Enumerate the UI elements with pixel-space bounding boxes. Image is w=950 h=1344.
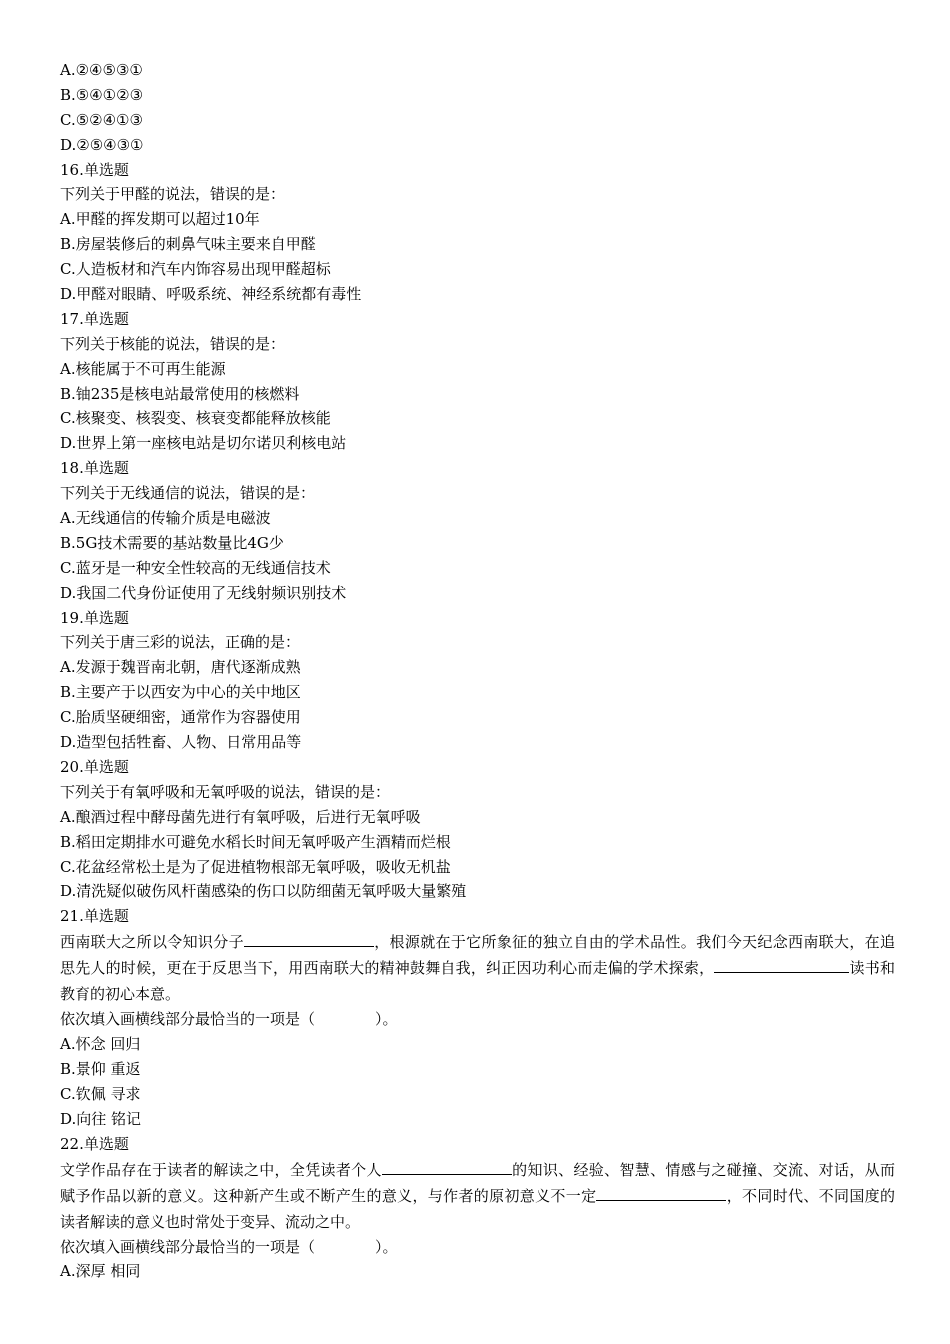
option-d: D.世界上第一座核电站是切尔诺贝利核电站 [60,434,347,453]
option-c: C.胎质坚硬细密，通常作为容器使用 [60,708,301,727]
question-20 [60,755,895,904]
option-c: C.蓝牙是一种安全性较高的无线通信技术 [60,558,331,577]
option-a: A.②④⑤③① [60,61,143,79]
option-d: D.②⑤④③① [60,135,144,154]
option-c: C.花盆经常松土是为了促进植物根部无氧呼吸，吸收无机盐 [60,857,451,876]
option-b: B.房屋装修后的刺鼻气味主要来自甲醛 [60,235,316,254]
option-a: A.发源于魏晋南北朝，唐代逐渐成熟 [60,658,301,677]
option-d: D.清洗疑似破伤风杆菌感染的伤口以防细菌无氧呼吸大量繁殖 [60,882,467,901]
prompt-text: 依次填入画横线部分最恰当的一项是（ [60,1237,316,1256]
prompt-end: ）。 [375,1237,398,1256]
question-stem: 下列关于甲醛的说法，错误的是： [60,185,286,204]
option-c: C.⑤②④①③ [60,110,143,129]
passage-text-2: ，根源就在于它所象征的独立自由的学术品性。我们今天纪念西南联大，在追思先人的时候，更在于反思当下，用西南联大的精神鼓舞自我，纠正因功利心而走偏的学术探索， [60,933,895,978]
option-a: A.核能属于不可再生能源 [60,359,226,378]
option-b: B.稻田定期排水可避免水稻长时间无氧呼吸产生酒精而烂根 [60,832,451,851]
passage-text-2: 的知识、经验、智慧、情感与之碰撞、交流、对话，从而赋予作品以新的意义。这种新产生或不断产生的意义，与作者的原初意义不一定 [60,1160,895,1205]
answer-blank-2 [714,955,749,973]
answer-blank-2 [596,1183,726,1201]
question-stem: 下列关于无线通信的说法，错误的是： [60,484,316,503]
answer-blank-2-cont [749,955,849,973]
passage-text-1: 文学作品存在于读者的解读之中，全凭读者个人 [60,1160,382,1179]
prompt-end: ）。 [375,1010,398,1029]
question-prompt [60,1007,895,1032]
option-c: C.人造板材和汽车内饰容易出现甲醛超标 [60,260,331,279]
question-stem: 下列关于唐三彩的说法，正确的是： [60,633,301,652]
exam-page [60,58,895,1284]
question-21 [60,904,895,1131]
option-b: B.景仰 重返 [60,1059,141,1078]
option-d: D.造型包括牲畜、人物、日常用品等 [60,733,302,752]
passage-text-3: ，不同时代、不同国度的读者解读的意义也时常处于变异、流动之中。 [60,1186,895,1231]
passage-text-1: 西南联大之所以令知识分子 [60,933,244,952]
answer-blank-1 [382,1157,512,1175]
question-16 [60,158,895,307]
question-header: 17.单选题 [60,309,129,328]
question-header: 20.单选题 [60,757,129,776]
question-18 [60,456,895,605]
question-header: 18.单选题 [60,459,129,478]
option-b: B.铀235是核电站最常使用的核燃料 [60,384,300,403]
question-19 [60,606,895,755]
question-22 [60,1132,895,1285]
option-c: C.钦佩 寻求 [60,1084,141,1103]
question-stem: 下列关于有氧呼吸和无氧呼吸的说法，错误的是： [60,782,391,801]
option-c: C.核聚变、核裂变、核衰变都能释放核能 [60,409,331,428]
question-header: 19.单选题 [60,608,129,627]
question-passage [60,929,895,1007]
question-passage [60,1157,895,1235]
question-header: 21.单选题 [60,907,129,926]
option-a: A.无线通信的传输介质是电磁波 [60,509,271,528]
option-b: B.⑤④①②③ [60,85,144,104]
option-b: B.5G技术需要的基站数量比4G少 [60,533,284,552]
question-stem: 下列关于核能的说法，错误的是： [60,334,286,353]
question-header: 16.单选题 [60,160,129,179]
passage-text-3: 读书和教育的初心本意。 [60,959,895,1004]
option-b: B.主要产于以西安为中心的关中地区 [60,683,301,702]
option-a: A.深厚 相同 [60,1262,141,1281]
option-d: D.我国二代身份证使用了无线射频识别技术 [60,583,347,602]
question-prompt [60,1235,895,1260]
answer-blank-1 [244,929,374,947]
option-d: D.向往 铭记 [60,1109,142,1128]
question-header: 22.单选题 [60,1134,129,1153]
option-a: A.怀念 回归 [60,1035,141,1054]
option-a: A.甲醛的挥发期可以超过10年 [60,210,260,229]
option-a: A.酿酒过程中酵母菌先进行有氧呼吸，后进行无氧呼吸 [60,807,421,826]
prompt-text: 依次填入画横线部分最恰当的一项是（ [60,1010,316,1029]
option-d: D.甲醛对眼睛、呼吸系统、神经系统都有毒性 [60,285,362,304]
question-15-options [60,58,895,158]
question-17 [60,307,895,456]
